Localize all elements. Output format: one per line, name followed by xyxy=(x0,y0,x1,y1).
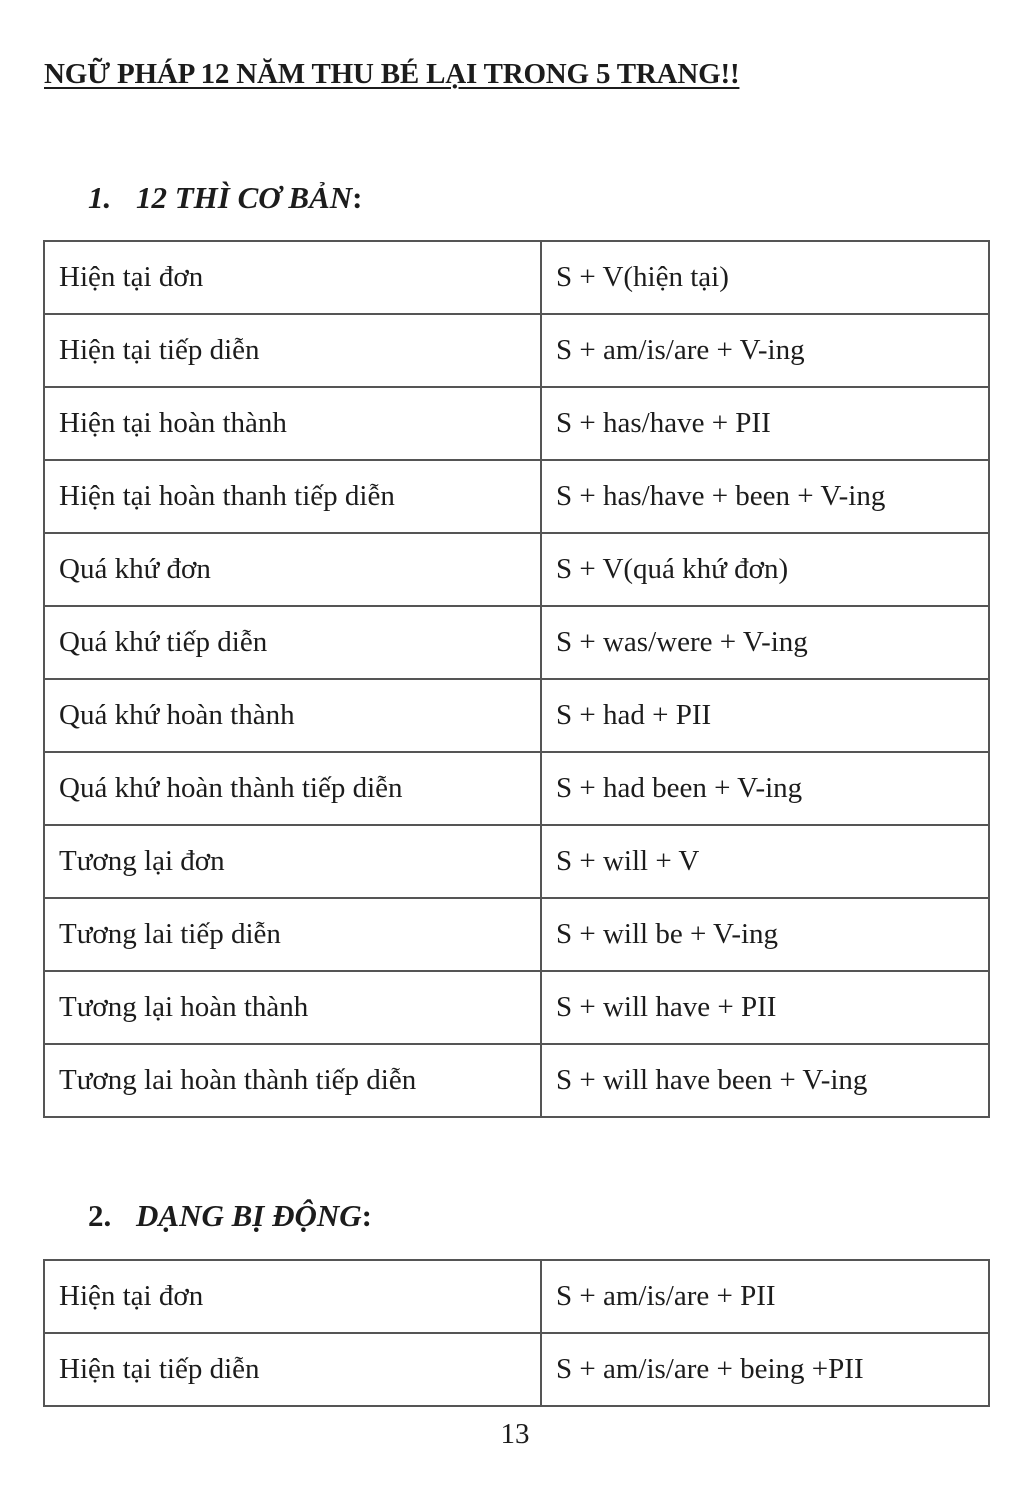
section-heading-passive xyxy=(88,1198,372,1234)
tense-name-cell: Quá khứ hoàn thành xyxy=(44,679,541,752)
tense-name-cell: Tương lại hoàn thành xyxy=(44,971,541,1044)
tense-name-cell: Hiện tại đơn xyxy=(44,1260,541,1333)
table-row xyxy=(44,241,989,314)
formula-cell: S + had been + V-ing xyxy=(541,752,989,825)
page-number: 13 xyxy=(500,1418,530,1450)
tense-name-cell: Hiện tại hoàn thành xyxy=(44,387,541,460)
section-number: 2. xyxy=(88,1198,112,1233)
formula-cell: S + will be + V-ing xyxy=(541,898,989,971)
formula-cell: S + V(hiện tại) xyxy=(541,241,989,314)
tense-name-cell: Tương lại đơn xyxy=(44,825,541,898)
passive-table xyxy=(43,1259,990,1407)
formula-cell: S + am/is/are + PII xyxy=(541,1260,989,1333)
formula-cell: S + has/have + PII xyxy=(541,387,989,460)
section-heading-tenses xyxy=(88,180,363,216)
table-row xyxy=(44,606,989,679)
tense-name-cell: Tương lai tiếp diễn xyxy=(44,898,541,971)
tense-name-cell: Hiện tại hoàn thanh tiếp diễn xyxy=(44,460,541,533)
tenses-table xyxy=(43,240,990,1118)
tense-name-cell: Tương lai hoàn thành tiếp diễn xyxy=(44,1044,541,1117)
section-title: DẠNG BỊ ĐỘNG xyxy=(136,1198,362,1233)
tense-name-cell: Hiện tại đơn xyxy=(44,241,541,314)
page-title: NGỮ PHÁP 12 NĂM THU BÉ LẠI TRONG 5 TRANG!! xyxy=(44,58,740,90)
table-row xyxy=(44,752,989,825)
table-row xyxy=(44,1333,989,1406)
section-number: 1. xyxy=(88,180,112,215)
section-title: 12 THÌ CƠ BẢN xyxy=(136,180,353,215)
tense-name-cell: Hiện tại tiếp diễn xyxy=(44,314,541,387)
section-colon: : xyxy=(361,1198,372,1233)
tense-name-cell: Quá khứ hoàn thành tiếp diễn xyxy=(44,752,541,825)
tense-name-cell: Hiện tại tiếp diễn xyxy=(44,1333,541,1406)
formula-cell: S + was/were + V-ing xyxy=(541,606,989,679)
formula-cell: S + will have been + V-ing xyxy=(541,1044,989,1117)
table-row xyxy=(44,679,989,752)
table-row xyxy=(44,825,989,898)
table-row xyxy=(44,898,989,971)
formula-cell: S + am/is/are + being +PII xyxy=(541,1333,989,1406)
formula-cell: S + has/have + been + V-ing xyxy=(541,460,989,533)
table-row xyxy=(44,387,989,460)
table-row xyxy=(44,314,989,387)
table-row xyxy=(44,533,989,606)
table-row xyxy=(44,1260,989,1333)
section-colon: : xyxy=(352,180,363,215)
tense-name-cell: Quá khứ đơn xyxy=(44,533,541,606)
table-row xyxy=(44,971,989,1044)
formula-cell: S + will have + PII xyxy=(541,971,989,1044)
formula-cell: S + will + V xyxy=(541,825,989,898)
table-row xyxy=(44,1044,989,1117)
formula-cell: S + had + PII xyxy=(541,679,989,752)
formula-cell: S + am/is/are + V-ing xyxy=(541,314,989,387)
table-row xyxy=(44,460,989,533)
tense-name-cell: Quá khứ tiếp diễn xyxy=(44,606,541,679)
formula-cell: S + V(quá khứ đơn) xyxy=(541,533,989,606)
